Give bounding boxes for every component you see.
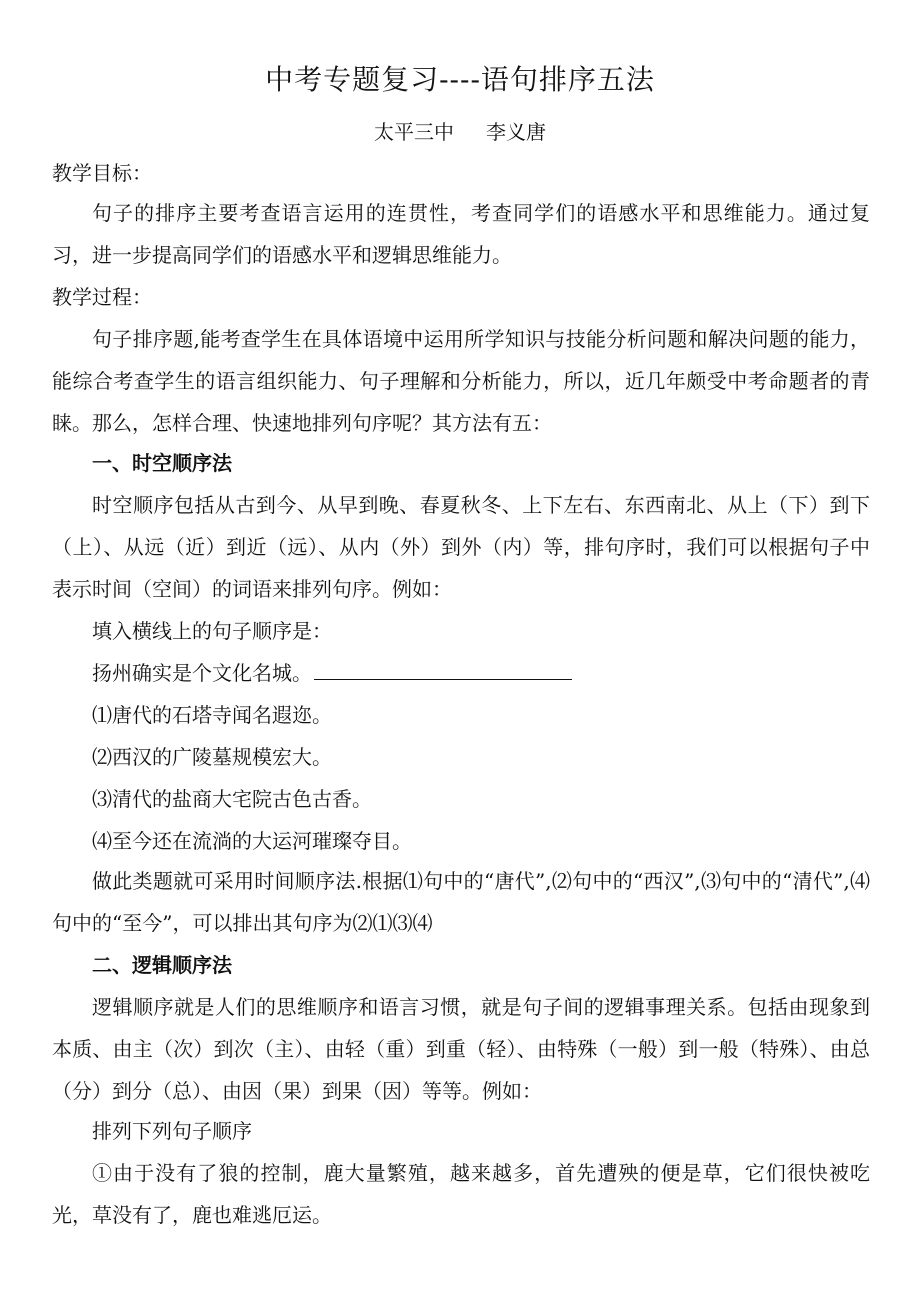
author-name: 李义唐 [486, 120, 546, 144]
method2-heading: 二、逻辑顺序法 [92, 953, 232, 977]
example2-item: ①由于没有了狼的控制，鹿大量繁殖，越来越多，首先遭殃的便是草，它们很快被吃光，草没有了，鹿也难逃厄运。 [52, 1161, 870, 1227]
school-name: 太平三中 [374, 120, 454, 144]
objectives-paragraph: 句子的排序主要考查语言运用的连贯性，考查同学们的语感水平和思维能力。通过复习，进一步提高同学们的语感水平和逻辑思维能力。 [52, 201, 870, 267]
example1-item: ⑴唐代的石塔寺闻名遐迩。 [92, 703, 332, 727]
example1-item: ⑷至今还在流淌的大运河璀璨夺目。 [92, 829, 412, 853]
page-title: 中考专题复习----语句排序五法 [265, 63, 655, 96]
answer-blank [314, 659, 572, 680]
author-line [0, 116, 920, 145]
example1-item: ⑵西汉的广陵墓规模宏大。 [92, 745, 332, 769]
objectives-heading: 教学目标： [52, 161, 152, 185]
example2-prompt: 排列下列句子顺序 [92, 1119, 252, 1143]
example1-analysis: 做此类题就可采用时间顺序法.根据⑴句中的“唐代”,⑵句中的“西汉”,⑶句中的“清代”,⑷句中的“至今”，可以排出其句序为⑵⑴⑶⑷ [52, 869, 870, 935]
process-heading: 教学过程： [52, 285, 152, 309]
example1-item: ⑶清代的盐商大宅院古色古香。 [92, 787, 372, 811]
method1-paragraph: 时空顺序包括从古到今、从早到晚、春夏秋冬、上下左右、东西南北、从上（下）到下（上）、从远（近）到近（远）、从内（外）到外（内）等，排句序时，我们可以根据句子中表示时间（空间）的词语来排列句序。例如： [52, 493, 870, 601]
method2-paragraph: 逻辑顺序就是人们的思维顺序和语言习惯，就是句子间的逻辑事理关系。包括由现象到本质、由主（次）到次（主）、由轻（重）到重（轻）、由特殊（一般）到一般（特殊）、由总（分）到分（总）、由因（果）到果（因）等等。例如： [52, 995, 870, 1103]
example1-lead: 扬州确实是个文化名城。 [92, 661, 312, 685]
method1-heading: 一、时空顺序法 [92, 451, 232, 475]
process-paragraph: 句子排序题,能考查学生在具体语境中运用所学知识与技能分析问题和解决问题的能力，能综合考查学生的语言组织能力、句子理解和分析能力，所以，近几年颇受中考命题者的青睐。那么，怎样合理、快速地排列句序呢？其方法有五： [52, 327, 870, 435]
example1-lead-line [92, 652, 910, 694]
example1-prompt: 填入横线上的句子顺序是： [92, 619, 332, 643]
